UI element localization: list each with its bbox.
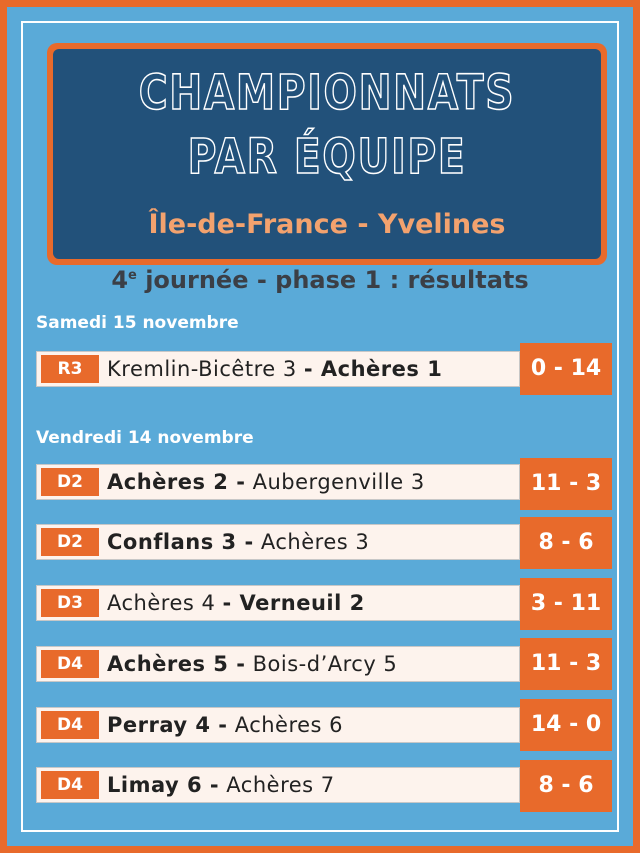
round-number: 4 bbox=[111, 266, 129, 294]
title-line-2: PAR ÉQUIPE bbox=[187, 129, 467, 185]
team-bold: Limay 6 - bbox=[107, 773, 220, 797]
team-regular: Achères 3 bbox=[253, 530, 370, 554]
header-banner bbox=[47, 43, 607, 265]
team-regular: Achères 4 bbox=[107, 591, 223, 615]
team-regular: Achères 7 bbox=[219, 773, 335, 797]
division-badge: D2 bbox=[41, 468, 99, 496]
team-regular: Aubergenville 3 bbox=[245, 470, 425, 494]
score-box: 8 - 6 bbox=[520, 517, 612, 569]
match-row bbox=[36, 351, 520, 387]
match-teams bbox=[107, 352, 442, 386]
match-row bbox=[36, 464, 520, 500]
team-bold: Perray 4 - bbox=[107, 713, 228, 737]
team-bold: - Achères 1 bbox=[303, 357, 443, 381]
match-teams bbox=[107, 768, 335, 802]
division-badge: D4 bbox=[41, 771, 99, 799]
team-regular: Kremlin-Bicêtre 3 bbox=[107, 357, 304, 381]
region-subtitle: Île-de-France - Yvelines bbox=[148, 209, 506, 240]
team-bold: Achères 5 - bbox=[107, 652, 246, 676]
match-teams bbox=[107, 465, 425, 499]
division-badge: D4 bbox=[41, 711, 99, 739]
match-row bbox=[36, 707, 520, 743]
score-box: 0 - 14 bbox=[520, 343, 612, 395]
score-box: 11 - 3 bbox=[520, 638, 612, 690]
team-regular: Achères 6 bbox=[227, 713, 344, 737]
title-line-1: CHAMPIONNATS bbox=[138, 65, 516, 121]
header-panel bbox=[53, 49, 601, 259]
team-bold: Achères 2 - bbox=[107, 470, 246, 494]
team-regular: Bois-d’Arcy 5 bbox=[245, 652, 398, 676]
division-badge: D3 bbox=[41, 589, 99, 617]
match-row bbox=[36, 646, 520, 682]
team-bold: Conflans 3 - bbox=[107, 530, 254, 554]
score-box: 3 - 11 bbox=[520, 578, 612, 630]
match-teams bbox=[107, 586, 365, 620]
score-box: 11 - 3 bbox=[520, 458, 612, 510]
match-teams bbox=[107, 647, 397, 681]
match-row bbox=[36, 767, 520, 803]
round-ordinal-suffix: e bbox=[128, 268, 137, 283]
match-row bbox=[36, 524, 520, 560]
match-row bbox=[36, 585, 520, 621]
score-box: 14 - 0 bbox=[520, 699, 612, 751]
team-bold: - Verneuil 2 bbox=[222, 591, 365, 615]
round-label: journée - phase 1 : résultats bbox=[136, 266, 529, 294]
division-badge: D4 bbox=[41, 650, 99, 678]
score-box: 8 - 6 bbox=[520, 760, 612, 812]
match-teams bbox=[107, 708, 343, 742]
match-teams bbox=[107, 525, 369, 559]
division-badge: D2 bbox=[41, 528, 99, 556]
date-friday: Vendredi 14 novembre bbox=[36, 428, 254, 448]
round-title bbox=[0, 266, 640, 294]
division-badge: R3 bbox=[41, 355, 99, 383]
date-saturday: Samedi 15 novembre bbox=[36, 313, 239, 333]
